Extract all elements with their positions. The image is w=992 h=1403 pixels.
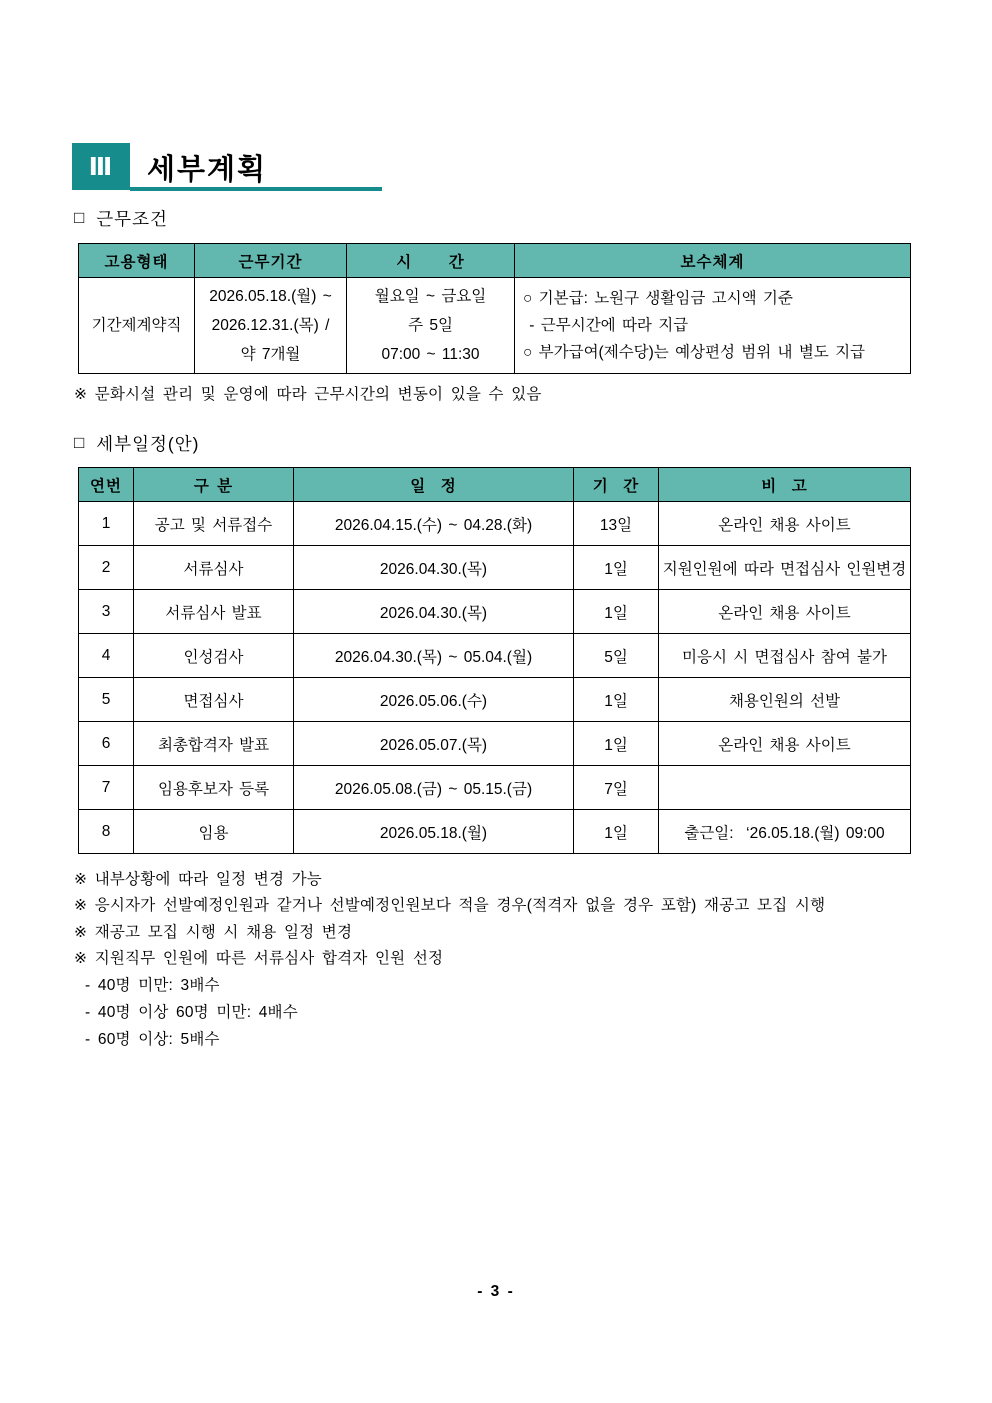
cell-remarks: 온라인 채용 사이트 [659,590,911,634]
cell-duration: 1일 [574,678,659,722]
cell-schedule: 2026.04.30.(목) [294,590,574,634]
schedule-note: ※ 응시자가 선발예정인원과 같거나 선발예정인원보다 적을 경우(적격자 없을 경우 포함) 재공고 모집 시행 [74,897,826,914]
cell-duration: 1일 [574,722,659,766]
schedule-note: ※ 지원직무 인원에 따른 서류심사 합격자 인원 선정 [74,950,444,967]
schedule-sub-note: - 40명 미만: 3배수 [85,977,220,994]
cell-duration: 1일 [574,546,659,590]
cell-schedule: 2026.04.15.(수) ~ 04.28.(화) [294,502,574,546]
time-line: 07:00 ~ 11:30 [381,346,480,363]
section-label-text: 세부일정(안) [96,434,200,454]
cell-category: 임용후보자 등록 [134,766,294,810]
col-header-employment-type: 고용형태 [79,244,195,278]
cell-seq: 5 [79,678,134,722]
cell-seq: 4 [79,634,134,678]
cell-duration: 13일 [574,502,659,546]
square-bullet-icon: □ [74,208,86,227]
cell-schedule: 2026.04.30.(목) [294,546,574,590]
cell-seq: 8 [79,810,134,854]
cell-schedule: 2026.05.18.(월) [294,810,574,854]
section-label-schedule [74,431,199,456]
cell-remarks [659,766,911,810]
work-conditions-table [78,243,911,374]
cell-remarks: 출근일: ‘26.05.18.(월) 09:00 [659,810,911,854]
cell-category: 임용 [134,810,294,854]
time-line: 주 5일 [408,317,453,334]
schedule-sub-note: - 40명 이상 60명 미만: 4배수 [85,1004,298,1021]
cell-remarks: 온라인 채용 사이트 [659,722,911,766]
cell-seq: 3 [79,590,134,634]
work-period-line: 약 7개월 [240,346,301,363]
cell-category: 서류심사 발표 [134,590,294,634]
table-row [79,502,911,546]
col-header-duration: 기 간 [574,468,659,502]
section-number-badge [72,143,130,190]
table-row [79,678,911,722]
time-line: 월요일 ~ 금요일 [374,288,487,305]
table-row [79,766,911,810]
pay-line: ○ 기본급: 노원구 생활임금 고시액 기준 [523,290,793,307]
cell-work-period [195,278,347,374]
col-header-time: 시 간 [347,244,515,278]
cell-category: 공고 및 서류접수 [134,502,294,546]
col-header-pay-system: 보수체계 [515,244,911,278]
square-bullet-icon: □ [74,433,86,452]
page-number: - 3 - [477,1283,515,1300]
cell-category: 서류심사 [134,546,294,590]
cell-time [347,278,515,374]
table-header-row [79,244,911,278]
schedule-sub-note: - 60명 이상: 5배수 [85,1031,220,1048]
cell-schedule: 2026.04.30.(목) ~ 05.04.(월) [294,634,574,678]
schedule-note: ※ 재공고 모집 시행 시 채용 일정 변경 [74,924,353,941]
cell-remarks: 채용인원의 선발 [659,678,911,722]
pay-line: - 근무시간에 따라 지급 [523,317,689,334]
cell-seq: 6 [79,722,134,766]
cell-pay-system [515,278,911,374]
table-row [79,810,911,854]
cell-seq: 1 [79,502,134,546]
cell-category: 최총합격자 발표 [134,722,294,766]
col-header-remarks: 비 고 [659,468,911,502]
cell-remarks: 지원인원에 따라 면접심사 인원변경 [659,546,911,590]
section-label-text: 근무조건 [96,209,168,229]
col-header-seq: 연번 [79,468,134,502]
cell-duration: 5일 [574,634,659,678]
schedule-table [78,467,911,854]
cell-duration: 1일 [574,590,659,634]
work-period-line: 2026.05.18.(월) ~ [209,288,332,305]
pay-line: ○ 부가급여(제수당)는 예상편성 범위 내 별도 지급 [523,344,866,361]
cell-category: 면접심사 [134,678,294,722]
cell-employment-type: 기간제계약직 [79,278,195,374]
table-row [79,634,911,678]
col-header-schedule: 일 정 [294,468,574,502]
work-period-line: 2026.12.31.(목) / [211,317,330,334]
cell-seq: 7 [79,766,134,810]
cell-duration: 7일 [574,766,659,810]
table-row [79,722,911,766]
table-header-row [79,468,911,502]
cell-remarks: 미응시 시 면접심사 참여 불가 [659,634,911,678]
col-header-work-period: 근무기간 [195,244,347,278]
cell-schedule: 2026.05.08.(금) ~ 05.15.(금) [294,766,574,810]
work-conditions-note: ※ 문화시설 관리 및 운영에 따라 근무시간의 변동이 있을 수 있음 [74,386,542,403]
cell-schedule: 2026.05.06.(수) [294,678,574,722]
page-title: 세부계획 [147,154,268,186]
section-number-roman-iii: Ⅲ [88,152,114,181]
section-label-work-conditions [74,206,168,231]
cell-schedule: 2026.05.07.(목) [294,722,574,766]
cell-seq: 2 [79,546,134,590]
table-row [79,590,911,634]
table-row [79,278,911,374]
col-header-category: 구 분 [134,468,294,502]
schedule-note: ※ 내부상황에 따라 일정 변경 가능 [74,871,322,888]
cell-remarks: 온라인 채용 사이트 [659,502,911,546]
table-row [79,546,911,590]
cell-category: 인성검사 [134,634,294,678]
cell-duration: 1일 [574,810,659,854]
title-underline [130,187,382,191]
